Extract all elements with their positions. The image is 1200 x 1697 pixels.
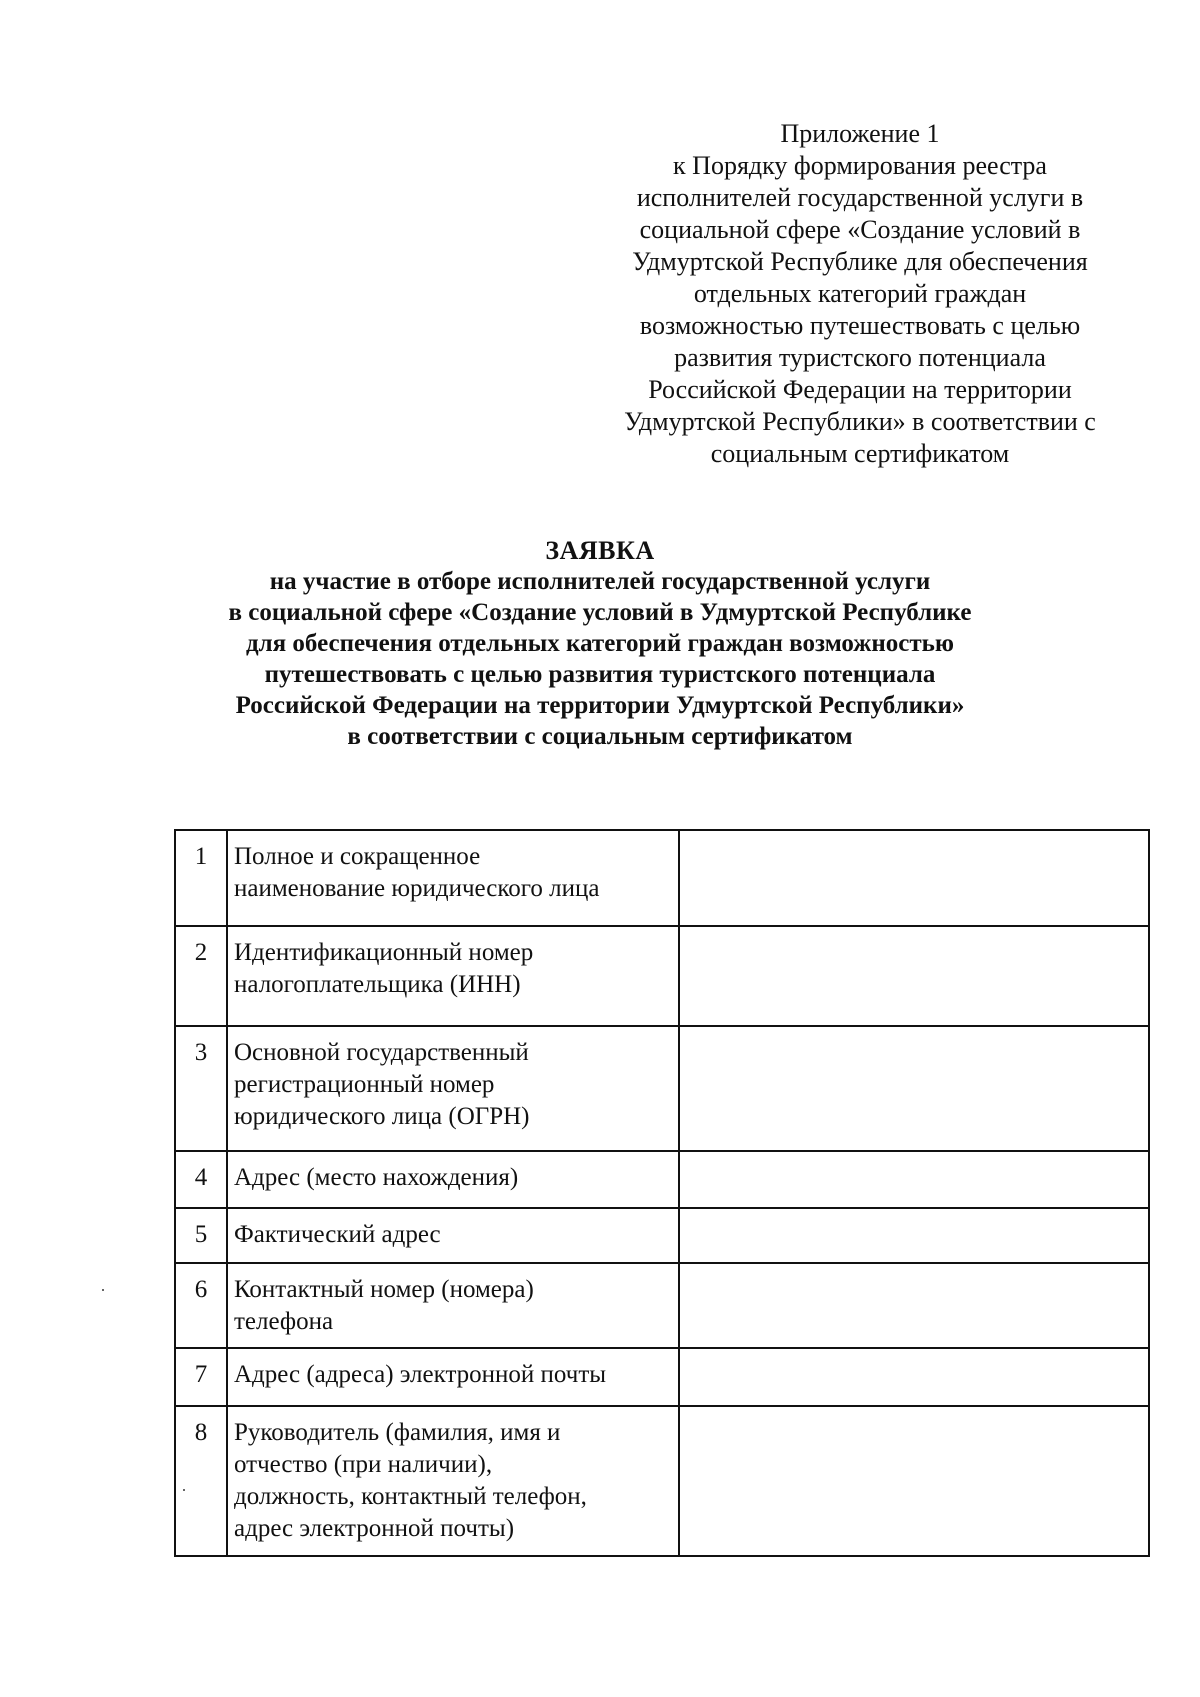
- field-value-cell[interactable]: [679, 1026, 1149, 1151]
- application-title: [160, 535, 1040, 752]
- appendix-line: Удмуртской Республике для обеспечения: [632, 247, 1088, 276]
- field-label: [227, 1263, 679, 1348]
- appendix-line: Приложение 1: [780, 119, 940, 148]
- table-row: [175, 1026, 1149, 1151]
- table-row: [175, 1151, 1149, 1208]
- field-label: [227, 830, 679, 926]
- field-value-cell[interactable]: [679, 926, 1149, 1026]
- row-number: 3: [175, 1026, 227, 1151]
- appendix-line: социальным сертификатом: [710, 439, 1010, 468]
- field-label: [227, 1208, 679, 1263]
- field-label: [227, 1348, 679, 1406]
- field-label-line: Фактический адрес: [234, 1221, 441, 1248]
- title-line: для обеспечения отдельных категорий граждан возможностью: [245, 630, 955, 657]
- appendix-line: развития туристского потенциала: [674, 343, 1046, 372]
- field-value-cell[interactable]: [679, 830, 1149, 926]
- row-number: 2: [175, 926, 227, 1026]
- field-value-cell[interactable]: [679, 1348, 1149, 1406]
- field-label: [227, 926, 679, 1026]
- field-value-cell[interactable]: [679, 1208, 1149, 1263]
- field-value-cell[interactable]: [679, 1151, 1149, 1208]
- title-line: в соответствии с социальным сертификатом: [347, 723, 853, 750]
- row-number: 8: [175, 1406, 227, 1556]
- appendix-note: [590, 118, 1130, 470]
- field-value-cell[interactable]: [679, 1406, 1149, 1556]
- field-label-line: Полное и сокращенное: [234, 843, 481, 870]
- appendix-line: Российской Федерации на территории: [648, 375, 1072, 404]
- appendix-line: Удмуртской Республики» в соответствии с: [624, 407, 1096, 436]
- field-label-line: Идентификационный номер: [234, 939, 534, 966]
- appendix-line: социальной сфере «Создание условий в: [639, 215, 1081, 244]
- row-number: 6: [175, 1263, 227, 1348]
- field-value-cell[interactable]: [679, 1263, 1149, 1348]
- row-number: 5: [175, 1208, 227, 1263]
- field-label-line: Контактный номер (номера): [234, 1276, 534, 1303]
- title-line: Российской Федерации на территории Удмуртской Республики»: [235, 692, 965, 719]
- field-label-line: наименование юридического лица: [234, 875, 600, 902]
- scan-speck: [183, 1489, 185, 1491]
- title-line: путешествовать с целью развития туристского потенциала: [264, 661, 936, 688]
- row-number: 4: [175, 1151, 227, 1208]
- scan-speck: [102, 1289, 104, 1291]
- field-label-line: Руководитель (фамилия, имя и: [234, 1419, 561, 1446]
- field-label: [227, 1151, 679, 1208]
- field-label-line: отчество (при наличии),: [234, 1451, 493, 1478]
- appendix-line: возможностью путешествовать с целью: [639, 311, 1081, 340]
- field-label: [227, 1406, 679, 1556]
- row-number: 7: [175, 1348, 227, 1406]
- field-label-line: налогоплательщика (ИНН): [234, 971, 521, 998]
- application-form-table: [174, 829, 1150, 1557]
- table-row: [175, 926, 1149, 1026]
- field-label-line: регистрационный номер: [234, 1071, 495, 1098]
- appendix-line: исполнителей государственной услуги в: [636, 183, 1084, 212]
- appendix-line: отдельных категорий граждан: [693, 279, 1027, 308]
- field-label-line: Адрес (место нахождения): [234, 1164, 519, 1191]
- field-label-line: Адрес (адреса) электронной почты: [234, 1361, 607, 1388]
- field-label-line: юридического лица (ОГРН): [234, 1103, 530, 1130]
- field-label-line: Основной государственный: [234, 1039, 529, 1066]
- field-label: [227, 1026, 679, 1151]
- table-row: [175, 1263, 1149, 1348]
- field-label-line: адрес электронной почты): [234, 1515, 515, 1542]
- table-row: [175, 1348, 1149, 1406]
- title-line: на участие в отборе исполнителей государственной услуги: [269, 568, 931, 595]
- field-label-line: должность, контактный телефон,: [234, 1483, 587, 1510]
- title-line: в социальной сфере «Создание условий в Удмуртской Республике: [228, 599, 972, 626]
- row-number: 1: [175, 830, 227, 926]
- table-row: [175, 830, 1149, 926]
- document-heading: ЗАЯВКА: [545, 536, 655, 565]
- appendix-line: к Порядку формирования реестра: [673, 151, 1047, 180]
- table-row: [175, 1406, 1149, 1556]
- field-label-line: телефона: [234, 1308, 334, 1335]
- table-row: [175, 1208, 1149, 1263]
